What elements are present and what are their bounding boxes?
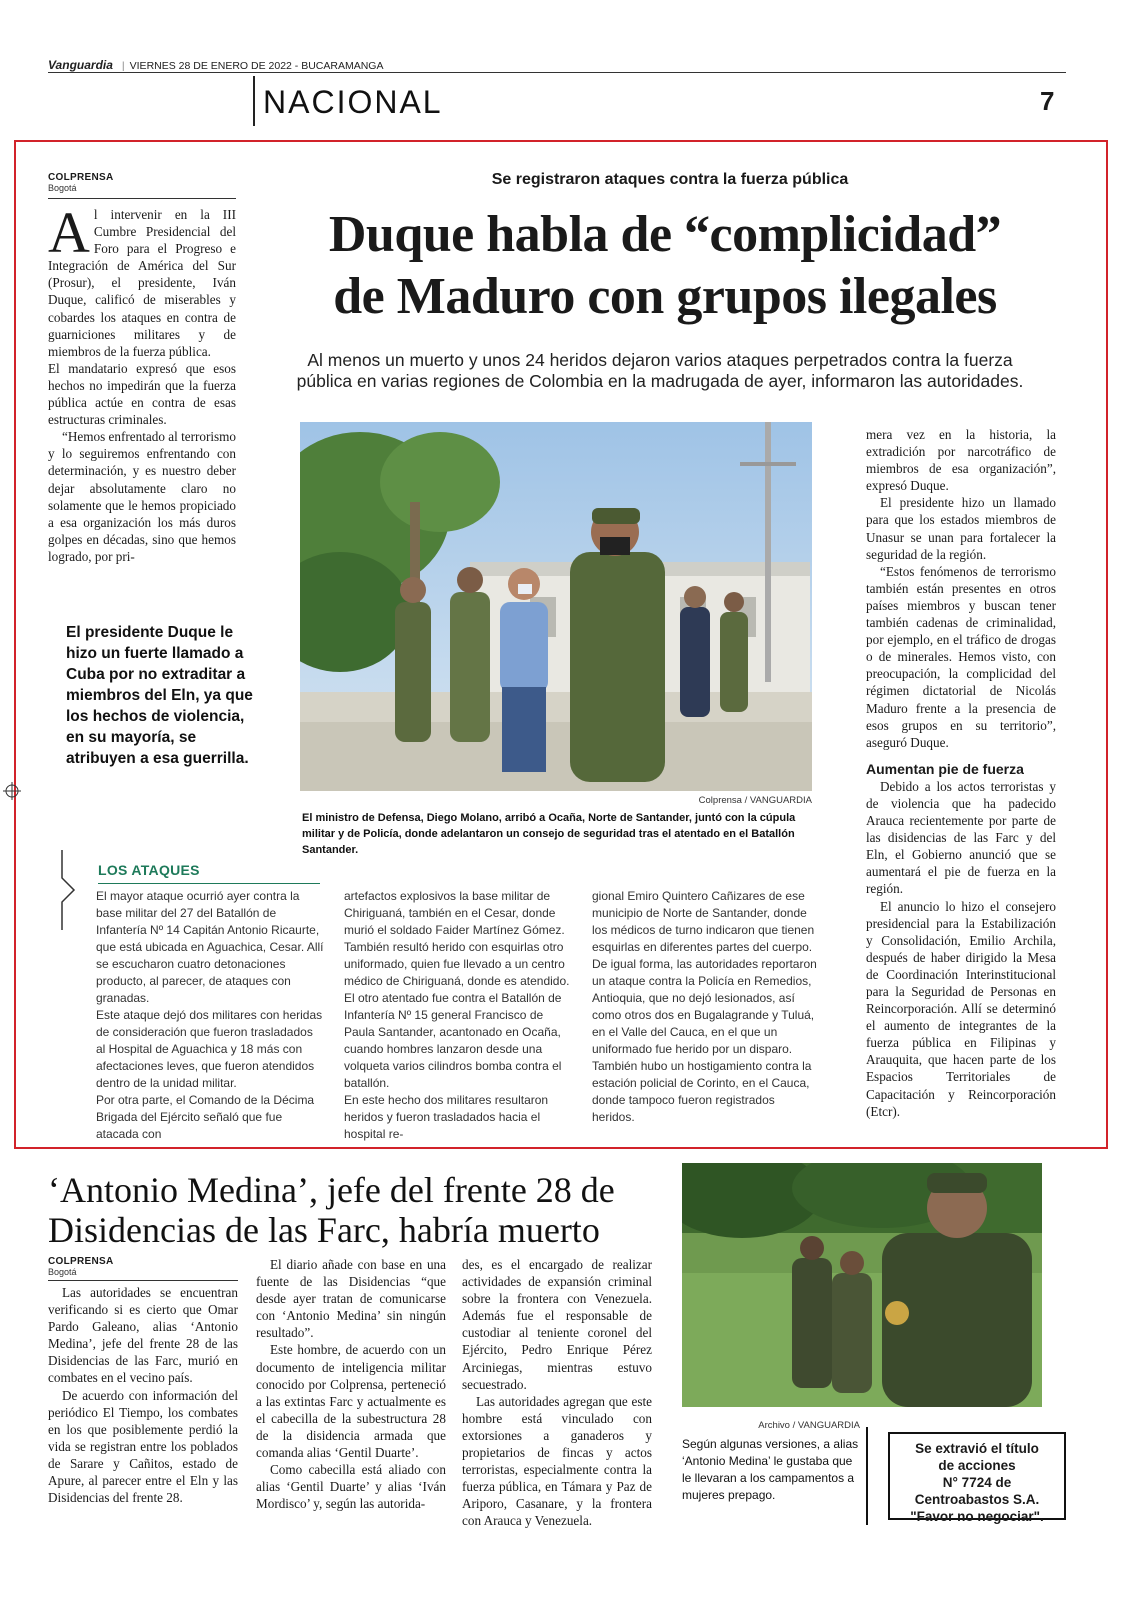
second-photo <box>682 1163 1042 1407</box>
byline-city: Bogotá <box>48 1267 77 1277</box>
pull-quote: El presidente Duque le hizo un fuerte llamado a Cuba por no extraditar a miembros del Eln, ya que los hechos de violencia, en su mayoría, se atribuyen a esa guerrilla. <box>66 624 253 767</box>
photo-caption: Según algunas versiones, a alias ‘Antonio Medina’ le gustaba que le llevaran a los campamentos a mujeres prepago. <box>682 1437 859 1502</box>
header-rule <box>48 72 1066 73</box>
paragraph: El anuncio lo hizo el consejero presidencial para la Estabilización y Consolidación, Emilio Archila, después de haber dirigido la Mesa de Coordinación Interinstitucional para la Seguridad de Personas en Reincorporación. Allí se determinó el aumento de integrantes de la fuerza pública en Filipinas y Arauquita, que hacen parte de los Espacios Territoriales de Capacitación y Reincorporación (Etcr). <box>866 898 1056 1119</box>
paragraph: Por otra parte, el Comando de la Décima Brigada del Ejército señaló que fue atacada con <box>96 1093 315 1141</box>
headline-line-1: ‘Antonio Medina’, jefe del frente 28 de <box>48 1170 615 1210</box>
byline-agency: COLPRENSA <box>48 1256 114 1267</box>
paragraph: También hubo un hostigamiento contra la estación policial de Corinto, en el Cauca, donde tampoco fueron registrados heridos. <box>592 1059 812 1124</box>
photo-credit: Archivo / VANGUARDIA <box>758 1420 860 1431</box>
byline-city: Bogotá <box>48 183 77 193</box>
notice-line: de acciones <box>938 1458 1016 1473</box>
main-headline <box>270 204 1060 328</box>
paragraph: mera vez en la historia, la extradición por narcotráfico de miembros de esa organización”, expresó Duque. <box>866 427 1056 494</box>
paragraph: gional Emiro Quintero Cañizares de ese municipio de Norte de Santander, donde los médicos de turno indicaron que tienen esquirlas en diferentes partes del cuerpo. <box>592 889 815 954</box>
paragraph: Este ataque dejó dos militares con heridas de consideración que fueron trasladados al Hospital de Aguachica y 18 más con afectaciones leves, que fueron atendidos dentro de la unidad militar. <box>96 1008 323 1090</box>
paragraph: Este hombre, de acuerdo con un documento de inteligencia militar conocido por Colprensa, perteneció a las extintas Farc y actualmente es el cabecilla de la subestructura 28 de la disidencia armada que comanda alias ‘Gentil Duarte’. <box>256 1342 446 1461</box>
byline-rule <box>48 1280 238 1281</box>
paragraph: “Estos fenómenos de terrorismo también están presentes en otros países miembros y buscan tener también cadenas de criminalidad, por ejemplo, en el tráfico de drogas o de minerales. Hemos visto, con preocupación, la complicidad del régimen dictatorial de Nicolás Maduro frente a la presencia de esos grupos en su territorio”, aseguró Duque. <box>866 563 1056 750</box>
page-number: 7 <box>1040 86 1055 116</box>
main-byline <box>48 172 113 193</box>
headline-line-2: Disidencias de las Farc, habría muerto <box>48 1210 600 1250</box>
paragraph: “Hemos enfrentado al terrorismo y lo seguiremos enfrentando con determinación, y es nuestro deber dejar absolutamente claro no solamente que le hemos propiciado a esa organización los más duros golpes en décadas, sino que hemos logrado, por pri- <box>48 429 236 564</box>
ataques-column-3 <box>592 888 820 1126</box>
paragraph: El mandatario expresó que esos hechos no impedirán que la fuerza pública actúe en contra de esas estructuras criminales. <box>48 360 236 428</box>
second-byline <box>48 1256 113 1277</box>
main-column-1 <box>48 200 236 565</box>
second-column-1 <box>48 1284 238 1506</box>
kicker: Se registraron ataques contra la fuerza pública <box>491 171 849 188</box>
paragraph: Debido a los actos terroristas y de violencia que ha padecido Arauca recientemente por parte de las disidencias de las Farc y del Eln, el Gobierno anunció que se aumentará el pie de fuerza en la región. <box>866 778 1056 897</box>
notice-box <box>888 1432 1066 1524</box>
headline-line-2: de Maduro con grupos ilegales <box>333 268 997 325</box>
paragraph: El mayor ataque ocurrió ayer contra la base militar del 27 del Batallón de Infantería Nº 14 Capitán Antonio Ricaurte, que está ubicada en Aguachica, Cesar. Allí se escucharon cuatro detonaciones producto, al parecer, de ataques con granadas. <box>96 889 324 1005</box>
byline-rule <box>48 198 236 199</box>
deck: Al menos un muerto y unos 24 heridos dejaron varios ataques perpetrados contra la fuerza pública en varias regiones de Colombia en la madrugada de ayer, informaron las autoridades. <box>296 350 1024 391</box>
paragraph: artefactos explosivos la base militar de Chiriguaná, también en el Cesar, donde murió el soldado Faider Martínez Gómez. <box>344 889 565 937</box>
lead-paragraph <box>48 200 236 360</box>
subhead: Aumentan pie de fuerza <box>866 760 1024 777</box>
ataques-label: LOS ATAQUES <box>98 862 200 878</box>
ataques-column-1 <box>96 888 324 1143</box>
paragraph: De igual forma, las autoridades reportaron un ataque contra la Policía en Remedios, Antioquia, que no dejó lesionados, así como otros dos en Bugalagrande y Tuluá, en el Valle del Cauca, en el que un uniformado fue herido por un disparo. <box>592 957 817 1056</box>
main-photo <box>300 422 812 791</box>
promo-divider <box>866 1427 868 1525</box>
notice-line: Centroabastos S.A. <box>914 1492 1040 1507</box>
paragraph: El otro atentado fue contra el Batallón de Infantería Nº 15 general Francisco de Paula Santander, acantonado en Ocaña, cuando hombres lanzaron desde una volqueta varios cilindros bomba contra el batallón. <box>344 991 562 1090</box>
photo-credit: Colprensa / VANGUARDIA <box>698 795 812 806</box>
ataques-column-2 <box>344 888 572 1143</box>
notice-line: "Favor no negociar". <box>910 1509 1044 1524</box>
byline-agency: COLPRENSA <box>48 172 114 183</box>
paragraph: El presidente hizo un llamado para que los estados miembros de Unasur se unan para fortalecer la seguridad de la región. <box>866 495 1056 562</box>
paragraph: El diario añade con base en una fuente de las Disidencias “que desde ayer tratan de comunicarse con ‘Antonio Medina’ sin ningún resultado”. <box>256 1257 446 1341</box>
photo-caption: El ministro de Defensa, Diego Molano, arribó a Ocaña, Norte de Santander, juntó con la cúpula militar y de Policía, donde adelantaron un consejo de seguridad tras el atentado en el Batallón Santander. <box>302 812 796 856</box>
main-right-column <box>866 426 1056 1120</box>
newspaper-logo: Vanguardia <box>48 58 113 72</box>
ataques-rule <box>98 883 320 884</box>
registration-mark-icon <box>3 782 21 800</box>
notice-line: Se extravió el título <box>915 1441 1039 1456</box>
notice-line: N° 7724 de <box>942 1475 1012 1490</box>
paragraph: des, es el encargado de realizar actividades de expansión criminal sobre la frontera con Venezuela. Además fue el responsable de custodiar al teniente coronel del Ejército, Pedro Enrique Pérez Arciniegas, mientras estuvo secuestrado. <box>462 1257 652 1392</box>
paragraph: En este hecho dos militares resultaron heridos y fueron trasladados hacia el hospital re- <box>344 1093 549 1141</box>
section-title: NACIONAL <box>263 84 443 120</box>
section-bar <box>253 76 255 126</box>
paragraph: Las autoridades agregan que este hombre está vinculado con extorsiones a ganaderos y propietarios de fincas y actos terroristas, especialmente contra la fuerza pública, en Támara y Paz de Ariporo, Casanare, y la frontera con Arauca y Venezuela. <box>462 1393 652 1529</box>
second-column-2 <box>256 1256 446 1512</box>
paragraph: De acuerdo con información del periódico El Tiempo, los combates en los que posiblemente perdió la vida se registran entre los poblados de Sarare y Cañitos, estado de Apure, al parecer entre el Eln y las Disidencias del frente 28. <box>48 1387 238 1506</box>
masthead-line: Vanguardia | VIERNES 28 DE ENERO DE 2022 - BUCARAMANGA <box>48 58 384 72</box>
paragraph: También resultó herido con esquirlas otro uniformado, quien fue llevado a un centro médico de Chiriguaná, donde es atendido. <box>344 940 570 988</box>
paragraph: Las autoridades se encuentran verificando si es cierto que Omar Pardo Galeano, alias ‘Antonio Medina’, jefe del frente 28 de las Disidencias de las Farc, murió en combates en el vecino país. <box>48 1285 238 1386</box>
paragraph: Como cabecilla está aliado con alias ‘Gentil Duarte’ y alias ‘Iván Mordisco’ y, según las autorida- <box>256 1462 446 1512</box>
second-column-3 <box>462 1256 652 1530</box>
second-headline <box>48 1170 678 1250</box>
lead-text: l intervenir en la III Cumbre Presidencial del Foro para el Progreso e Integración de América del Sur (Prosur), el presidente, Iván Duque, calificó de miserables y cobardes los ataques en contra de guarniciones militares y de miembros de la fuerza pública. <box>48 207 236 359</box>
bracket-icon <box>60 850 80 930</box>
drop-cap: A <box>48 200 90 265</box>
date-line: VIERNES 28 DE ENERO DE 2022 - BUCARAMANGA <box>129 60 384 72</box>
headline-line-1: Duque habla de “complicidad” <box>328 206 1002 263</box>
